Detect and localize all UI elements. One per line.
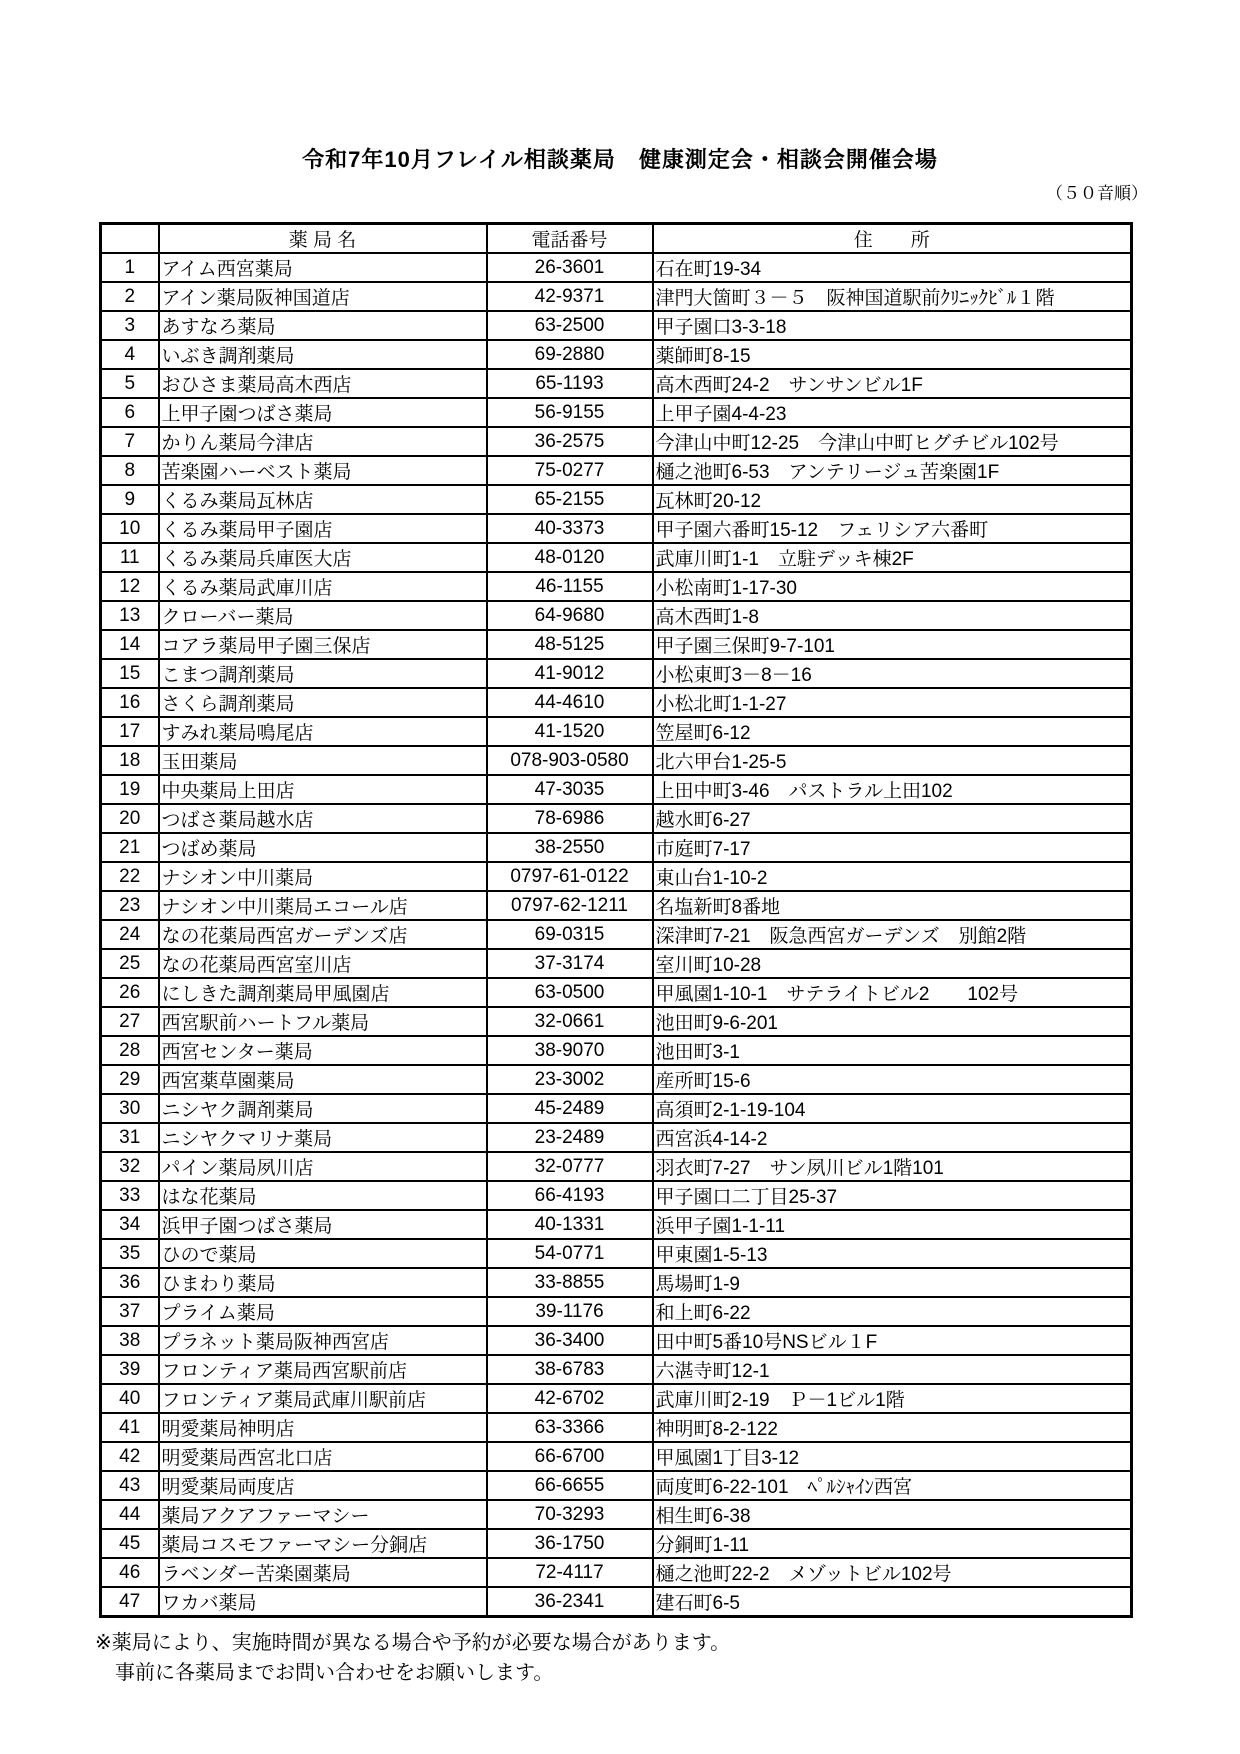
row-number: 33 (101, 1181, 159, 1210)
address-cell: 浜甲子園1-1-11 (653, 1210, 1132, 1239)
phone-number-cell: 72-4117 (487, 1558, 653, 1587)
address-cell: 西宮浜4-14-2 (653, 1123, 1132, 1152)
pharmacy-name-cell: パイン薬局夙川店 (159, 1152, 487, 1181)
address-cell: 石在町19-34 (653, 253, 1132, 282)
pharmacy-name-cell: ナシオン中川薬局 (159, 862, 487, 891)
row-number: 7 (101, 427, 159, 456)
row-number: 25 (101, 949, 159, 978)
row-number: 1 (101, 253, 159, 282)
phone-number-cell: 078-903-0580 (487, 746, 653, 775)
phone-number-cell: 63-2500 (487, 311, 653, 340)
address-cell: 上甲子園4-4-23 (653, 398, 1132, 427)
phone-number-cell: 26-3601 (487, 253, 653, 282)
row-number: 6 (101, 398, 159, 427)
table-row (101, 1326, 1132, 1355)
table-row (101, 282, 1132, 311)
table-row (101, 1268, 1132, 1297)
pharmacy-name-cell: プライム薬局 (159, 1297, 487, 1326)
phone-number-cell: 47-3035 (487, 775, 653, 804)
table-row (101, 1036, 1132, 1065)
phone-number-cell: 65-2155 (487, 485, 653, 514)
table-row (101, 601, 1132, 630)
row-number: 9 (101, 485, 159, 514)
pharmacy-name-cell: ラベンダー苦楽園薬局 (159, 1558, 487, 1587)
address-cell: 羽衣町7-27 サン夙川ビル1階101 (653, 1152, 1132, 1181)
phone-number-cell: 33-8855 (487, 1268, 653, 1297)
address-cell: 甲子園口二丁目25-37 (653, 1181, 1132, 1210)
table-row (101, 1181, 1132, 1210)
phone-number-cell: 48-0120 (487, 543, 653, 572)
row-number: 44 (101, 1500, 159, 1529)
pharmacy-name-cell: アイン薬局阪神国道店 (159, 282, 487, 311)
pharmacy-name-cell: 薬局コスモファーマシー分銅店 (159, 1529, 487, 1558)
pharmacy-name-cell: つばさ薬局越水店 (159, 804, 487, 833)
row-number: 27 (101, 1007, 159, 1036)
phone-number-cell: 42-6702 (487, 1384, 653, 1413)
table-row (101, 630, 1132, 659)
row-number: 39 (101, 1355, 159, 1384)
row-number: 29 (101, 1065, 159, 1094)
phone-number-cell: 36-2575 (487, 427, 653, 456)
address-cell: 名塩新町8番地 (653, 891, 1132, 920)
pharmacy-name-cell: 西宮駅前ハートフル薬局 (159, 1007, 487, 1036)
footnote-line-1: ※薬局により、実施時間が異なる場合や予約が必要な場合があります。 (95, 1632, 731, 1654)
row-number: 22 (101, 862, 159, 891)
row-number: 26 (101, 978, 159, 1007)
table-row (101, 1297, 1132, 1326)
table-row (101, 1065, 1132, 1094)
address-cell: 瓦林町20-12 (653, 485, 1132, 514)
phone-number-cell: 23-2489 (487, 1123, 653, 1152)
row-number: 17 (101, 717, 159, 746)
row-number: 42 (101, 1442, 159, 1471)
table-row (101, 1500, 1132, 1529)
table-row (101, 1471, 1132, 1500)
footnote-line-2: 事前に各薬局までお問い合わせをお願いします。 (115, 1662, 554, 1684)
address-cell: 池田町9-6-201 (653, 1007, 1132, 1036)
table-row (101, 369, 1132, 398)
pharmacy-name-cell: はな花薬局 (159, 1181, 487, 1210)
table-row (101, 775, 1132, 804)
header-row (101, 224, 1132, 254)
row-number: 35 (101, 1239, 159, 1268)
pharmacy-name-cell: 上甲子園つばさ薬局 (159, 398, 487, 427)
phone-number-cell: 23-3002 (487, 1065, 653, 1094)
table-row (101, 1558, 1132, 1587)
table-row (101, 1239, 1132, 1268)
pharmacy-name-cell: クローバー薬局 (159, 601, 487, 630)
row-number: 23 (101, 891, 159, 920)
pharmacy-name-cell: すみれ薬局鳴尾店 (159, 717, 487, 746)
table-row (101, 1094, 1132, 1123)
phone-number-cell: 64-9680 (487, 601, 653, 630)
pharmacy-name-cell: アイム西宮薬局 (159, 253, 487, 282)
pharmacy-name-cell: コアラ薬局甲子園三保店 (159, 630, 487, 659)
pharmacy-name-cell: 苦楽園ハーベスト薬局 (159, 456, 487, 485)
address-cell: 市庭町7-17 (653, 833, 1132, 862)
table-row (101, 1007, 1132, 1036)
pharmacy-name-cell: 西宮薬草園薬局 (159, 1065, 487, 1094)
table-row (101, 804, 1132, 833)
pharmacy-name-cell: ひので薬局 (159, 1239, 487, 1268)
row-number: 18 (101, 746, 159, 775)
address-cell: 両度町6-22-101 ﾍﾟﾙｼｬｲﾝ西宮 (653, 1471, 1132, 1500)
pharmacy-name-cell: にしきた調剤薬局甲風園店 (159, 978, 487, 1007)
pharmacy-name-cell: プラネット薬局阪神西宮店 (159, 1326, 487, 1355)
phone-number-cell: 65-1193 (487, 369, 653, 398)
address-cell: 分銅町1-11 (653, 1529, 1132, 1558)
phone-number-cell: 36-2341 (487, 1587, 653, 1617)
row-number: 37 (101, 1297, 159, 1326)
header-cell-pharmacy-name: 薬 局 名 (159, 224, 487, 254)
phone-number-cell: 32-0777 (487, 1152, 653, 1181)
row-number: 31 (101, 1123, 159, 1152)
pharmacy-name-cell: 明愛薬局両度店 (159, 1471, 487, 1500)
address-cell: 小松南町1-17-30 (653, 572, 1132, 601)
phone-number-cell: 44-4610 (487, 688, 653, 717)
row-number: 43 (101, 1471, 159, 1500)
pharmacy-name-cell: くるみ薬局甲子園店 (159, 514, 487, 543)
pharmacy-name-cell: こまつ調剤薬局 (159, 659, 487, 688)
address-cell: 六湛寺町12-1 (653, 1355, 1132, 1384)
address-cell: 甲東園1-5-13 (653, 1239, 1132, 1268)
address-cell: 武庫川町1-1 立駐デッキ棟2F (653, 543, 1132, 572)
address-cell: 神明町8-2-122 (653, 1413, 1132, 1442)
address-cell: 甲子園三保町9-7-101 (653, 630, 1132, 659)
pharmacy-name-cell: あすなろ薬局 (159, 311, 487, 340)
pharmacy-name-cell: 西宮センター薬局 (159, 1036, 487, 1065)
row-number: 2 (101, 282, 159, 311)
pharmacy-name-cell: いぶき調剤薬局 (159, 340, 487, 369)
row-number: 21 (101, 833, 159, 862)
table-row (101, 1210, 1132, 1239)
table-row (101, 746, 1132, 775)
address-cell: 高須町2-1-19-104 (653, 1094, 1132, 1123)
address-cell: 建石町6-5 (653, 1587, 1132, 1617)
address-cell: 甲子園六番町15-12 フェリシア六番町 (653, 514, 1132, 543)
table-row (101, 485, 1132, 514)
page-title: 令和7年10月フレイル相談薬局 健康測定会・相談会開催会場 (302, 147, 938, 172)
phone-number-cell: 48-5125 (487, 630, 653, 659)
phone-number-cell: 56-9155 (487, 398, 653, 427)
address-cell: 北六甲台1-25-5 (653, 746, 1132, 775)
pharmacy-name-cell: ワカバ薬局 (159, 1587, 487, 1617)
pharmacy-name-cell: 薬局アクアファーマシー (159, 1500, 487, 1529)
address-cell: 薬師町8-15 (653, 340, 1132, 369)
phone-number-cell: 41-1520 (487, 717, 653, 746)
row-number: 5 (101, 369, 159, 398)
phone-number-cell: 66-6700 (487, 1442, 653, 1471)
pharmacy-name-cell: 中央薬局上田店 (159, 775, 487, 804)
phone-number-cell: 69-0315 (487, 920, 653, 949)
address-cell: 甲子園口3-3-18 (653, 311, 1132, 340)
sort-order-note: （５０音順） (1046, 184, 1148, 203)
address-cell: 産所町15-6 (653, 1065, 1132, 1094)
header-cell-number (101, 224, 159, 254)
pharmacy-name-cell: さくら調剤薬局 (159, 688, 487, 717)
row-number: 16 (101, 688, 159, 717)
pharmacy-name-cell: なの花薬局西宮室川店 (159, 949, 487, 978)
phone-number-cell: 39-1176 (487, 1297, 653, 1326)
table-row (101, 862, 1132, 891)
address-cell: 津門大箇町３－５ 阪神国道駅前ｸﾘﾆｯｸﾋﾞﾙ１階 (653, 282, 1132, 311)
row-number: 30 (101, 1094, 159, 1123)
pharmacy-name-cell: フロンティア薬局西宮駅前店 (159, 1355, 487, 1384)
pharmacy-name-cell: フロンティア薬局武庫川駅前店 (159, 1384, 487, 1413)
table-row (101, 1529, 1132, 1558)
phone-number-cell: 41-9012 (487, 659, 653, 688)
address-cell: 室川町10-28 (653, 949, 1132, 978)
row-number: 38 (101, 1326, 159, 1355)
pharmacy-name-cell: つばめ薬局 (159, 833, 487, 862)
phone-number-cell: 78-6986 (487, 804, 653, 833)
row-number: 15 (101, 659, 159, 688)
pharmacy-name-cell: ニシヤクマリナ薬局 (159, 1123, 487, 1152)
row-number: 36 (101, 1268, 159, 1297)
phone-number-cell: 70-3293 (487, 1500, 653, 1529)
table-row (101, 949, 1132, 978)
row-number: 3 (101, 311, 159, 340)
header-cell-address: 住 所 (653, 224, 1132, 254)
address-cell: 小松北町1-1-27 (653, 688, 1132, 717)
phone-number-cell: 38-9070 (487, 1036, 653, 1065)
row-number: 40 (101, 1384, 159, 1413)
pharmacy-name-cell: くるみ薬局兵庫医大店 (159, 543, 487, 572)
table-row (101, 1413, 1132, 1442)
table-row (101, 1442, 1132, 1471)
table-row (101, 311, 1132, 340)
row-number: 11 (101, 543, 159, 572)
phone-number-cell: 63-0500 (487, 978, 653, 1007)
row-number: 12 (101, 572, 159, 601)
table-row (101, 717, 1132, 746)
phone-number-cell: 42-9371 (487, 282, 653, 311)
row-number: 28 (101, 1036, 159, 1065)
address-cell: 馬場町1-9 (653, 1268, 1132, 1297)
row-number: 20 (101, 804, 159, 833)
table-row (101, 1384, 1132, 1413)
table-row (101, 1355, 1132, 1384)
table-row (101, 659, 1132, 688)
table-row (101, 456, 1132, 485)
table-row (101, 1152, 1132, 1181)
row-number: 47 (101, 1587, 159, 1617)
phone-number-cell: 38-6783 (487, 1355, 653, 1384)
pharmacy-table-body (101, 253, 1132, 1617)
table-row (101, 1587, 1132, 1617)
phone-number-cell: 66-4193 (487, 1181, 653, 1210)
address-cell: 和上町6-22 (653, 1297, 1132, 1326)
phone-number-cell: 37-3174 (487, 949, 653, 978)
phone-number-cell: 66-6655 (487, 1471, 653, 1500)
pharmacy-name-cell: かりん薬局今津店 (159, 427, 487, 456)
pharmacy-name-cell: なの花薬局西宮ガーデンズ店 (159, 920, 487, 949)
row-number: 32 (101, 1152, 159, 1181)
pharmacy-name-cell: おひさま薬局高木西店 (159, 369, 487, 398)
address-cell: 笠屋町6-12 (653, 717, 1132, 746)
table-row (101, 688, 1132, 717)
row-number: 4 (101, 340, 159, 369)
address-cell: 甲風園1丁目3-12 (653, 1442, 1132, 1471)
pharmacy-name-cell: 明愛薬局神明店 (159, 1413, 487, 1442)
row-number: 34 (101, 1210, 159, 1239)
row-number: 8 (101, 456, 159, 485)
table-row (101, 543, 1132, 572)
table-row (101, 833, 1132, 862)
row-number: 41 (101, 1413, 159, 1442)
table-row (101, 398, 1132, 427)
phone-number-cell: 54-0771 (487, 1239, 653, 1268)
address-cell: 東山台1-10-2 (653, 862, 1132, 891)
address-cell: 樋之池町6-53 アンテリージュ苦楽園1F (653, 456, 1132, 485)
footnotes (95, 1628, 1240, 1688)
row-number: 24 (101, 920, 159, 949)
phone-number-cell: 40-3373 (487, 514, 653, 543)
pharmacy-table-header (101, 224, 1132, 254)
address-cell: 池田町3-1 (653, 1036, 1132, 1065)
table-row (101, 978, 1132, 1007)
pharmacy-name-cell: ナシオン中川薬局エコール店 (159, 891, 487, 920)
table-row (101, 514, 1132, 543)
table-row (101, 427, 1132, 456)
pharmacy-name-cell: 玉田薬局 (159, 746, 487, 775)
row-number: 13 (101, 601, 159, 630)
address-cell: 武庫川町2-19 Ｐ－1ビル1階 (653, 1384, 1132, 1413)
pharmacy-name-cell: 浜甲子園つばさ薬局 (159, 1210, 487, 1239)
address-cell: 樋之池町22-2 メゾットビル102号 (653, 1558, 1132, 1587)
phone-number-cell: 38-2550 (487, 833, 653, 862)
table-row (101, 253, 1132, 282)
pharmacy-name-cell: ニシヤク調剤薬局 (159, 1094, 487, 1123)
address-cell: 深津町7-21 阪急西宮ガーデンズ 別館2階 (653, 920, 1132, 949)
row-number: 19 (101, 775, 159, 804)
address-cell: 上田中町3-46 パストラル上田102 (653, 775, 1132, 804)
pharmacy-name-cell: 明愛薬局西宮北口店 (159, 1442, 487, 1471)
phone-number-cell: 36-1750 (487, 1529, 653, 1558)
phone-number-cell: 75-0277 (487, 456, 653, 485)
address-cell: 越水町6-27 (653, 804, 1132, 833)
pharmacy-name-cell: くるみ薬局瓦林店 (159, 485, 487, 514)
phone-number-cell: 63-3366 (487, 1413, 653, 1442)
phone-number-cell: 32-0661 (487, 1007, 653, 1036)
table-row (101, 891, 1132, 920)
address-cell: 甲風園1-10-1 サテライトビル2 102号 (653, 978, 1132, 1007)
row-number: 45 (101, 1529, 159, 1558)
phone-number-cell: 0797-62-1211 (487, 891, 653, 920)
phone-number-cell: 40-1331 (487, 1210, 653, 1239)
row-number: 14 (101, 630, 159, 659)
address-cell: 小松東町3－8－16 (653, 659, 1132, 688)
phone-number-cell: 0797-61-0122 (487, 862, 653, 891)
table-row (101, 340, 1132, 369)
phone-number-cell: 45-2489 (487, 1094, 653, 1123)
pharmacy-name-cell: ひまわり薬局 (159, 1268, 487, 1297)
row-number: 10 (101, 514, 159, 543)
address-cell: 高木西町1-8 (653, 601, 1132, 630)
table-row (101, 1123, 1132, 1152)
table-row (101, 920, 1132, 949)
pharmacy-name-cell: くるみ薬局武庫川店 (159, 572, 487, 601)
header-cell-phone-number: 電話番号 (487, 224, 653, 254)
address-cell: 高木西町24-2 サンサンビル1F (653, 369, 1132, 398)
address-cell: 田中町5番10号NSビル１F (653, 1326, 1132, 1355)
row-number: 46 (101, 1558, 159, 1587)
table-row (101, 572, 1132, 601)
phone-number-cell: 36-3400 (487, 1326, 653, 1355)
address-cell: 相生町6-38 (653, 1500, 1132, 1529)
phone-number-cell: 69-2880 (487, 340, 653, 369)
phone-number-cell: 46-1155 (487, 572, 653, 601)
pharmacy-table (99, 222, 1133, 1618)
address-cell: 今津山中町12-25 今津山中町ヒグチビル102号 (653, 427, 1132, 456)
